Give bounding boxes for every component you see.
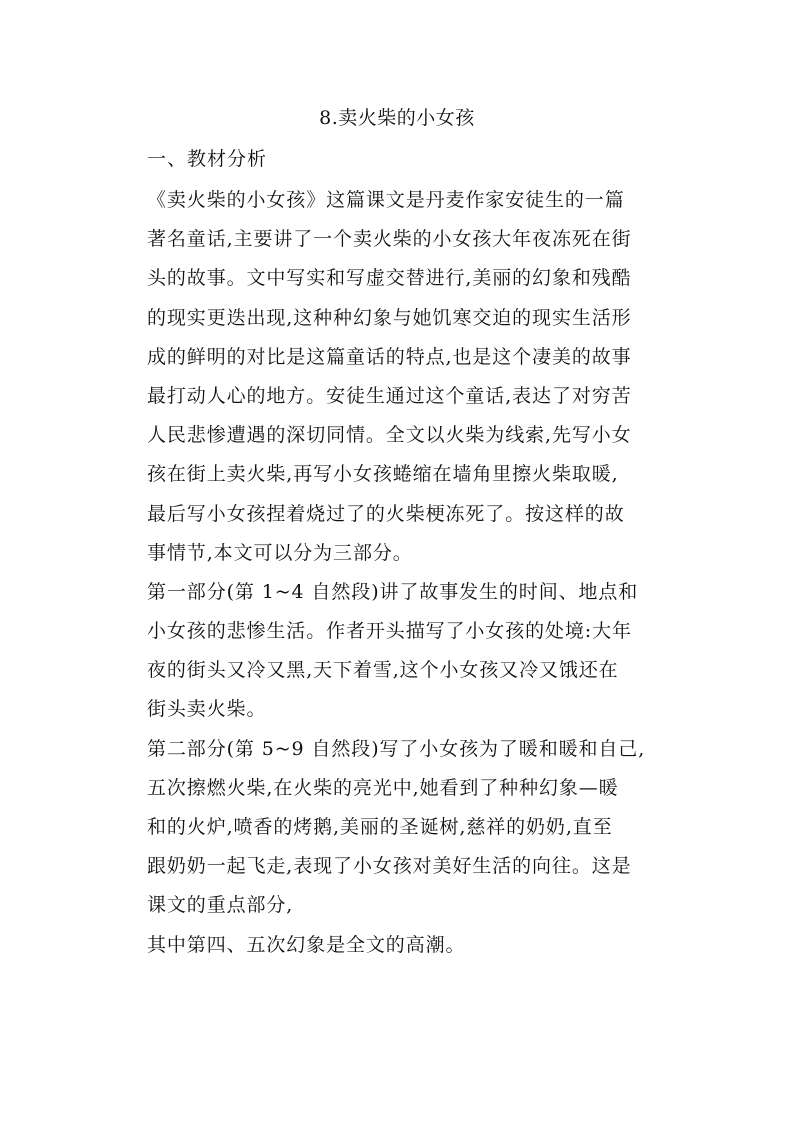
text-line: 人民悲惨遭遇的深切同情。全文以火柴为线索,先写小女	[147, 424, 632, 447]
text-line: 其中第四、五次幻象是全文的高潮。	[147, 933, 466, 956]
text-line: 第一部分(第 1~4 自然段)讲了故事发生的时间、地点和	[147, 580, 639, 603]
text-line: 头的故事。文中写实和写虚交替进行,美丽的幻象和残酷	[147, 267, 632, 290]
text-line: 成的鲜明的对比是这篇童话的特点,也是这个凄美的故事	[147, 345, 632, 368]
text-line: 最打动人心的地方。安徒生通过这个童话,表达了对穷苦	[147, 384, 632, 407]
body-text	[147, 181, 667, 965]
text-line: 最后写小女孩捏着烧过了的火柴梗冻死了。按这样的故	[147, 502, 625, 525]
text-line: 第二部分(第 5~9 自然段)写了小女孩为了暖和暖和自己,	[147, 737, 646, 760]
text-line: 孩在街上卖火柴,再写小女孩蜷缩在墙角里擦火柴取暖,	[147, 463, 619, 486]
document-title: 8.卖火柴的小女孩	[319, 107, 475, 129]
text-line: 的现实更迭出现,这种种幻象与她饥寒交迫的现实生活形	[147, 306, 632, 329]
text-line: 小女孩的悲惨生活。作者开头描写了小女孩的处境:大年	[147, 620, 632, 643]
section-heading: 一、教材分析	[147, 148, 268, 170]
text-line: 街头卖火柴。	[147, 698, 267, 721]
text-line: 课文的重点部分,	[147, 894, 294, 917]
text-line: 事情节,本文可以分为三部分。	[147, 541, 413, 564]
text-line: 五次擦燃火柴,在火柴的亮光中,她看到了种种幻象—暖	[147, 776, 619, 799]
text-line: 和的火炉,喷香的烤鹅,美丽的圣诞树,慈祥的奶奶,直至	[147, 816, 613, 838]
text-line: 夜的街头又冷又黑,天下着雪,这个小女孩又冷又饿还在	[147, 659, 619, 682]
text-line: 《卖火柴的小女孩》这篇课文是丹麦作家安徒生的一篇	[147, 189, 625, 211]
text-line: 跟奶奶一起飞走,表现了小女孩对美好生活的向往。这是	[147, 855, 632, 878]
text-line: 著名童话,主要讲了一个卖火柴的小女孩大年夜冻死在街	[147, 228, 632, 251]
